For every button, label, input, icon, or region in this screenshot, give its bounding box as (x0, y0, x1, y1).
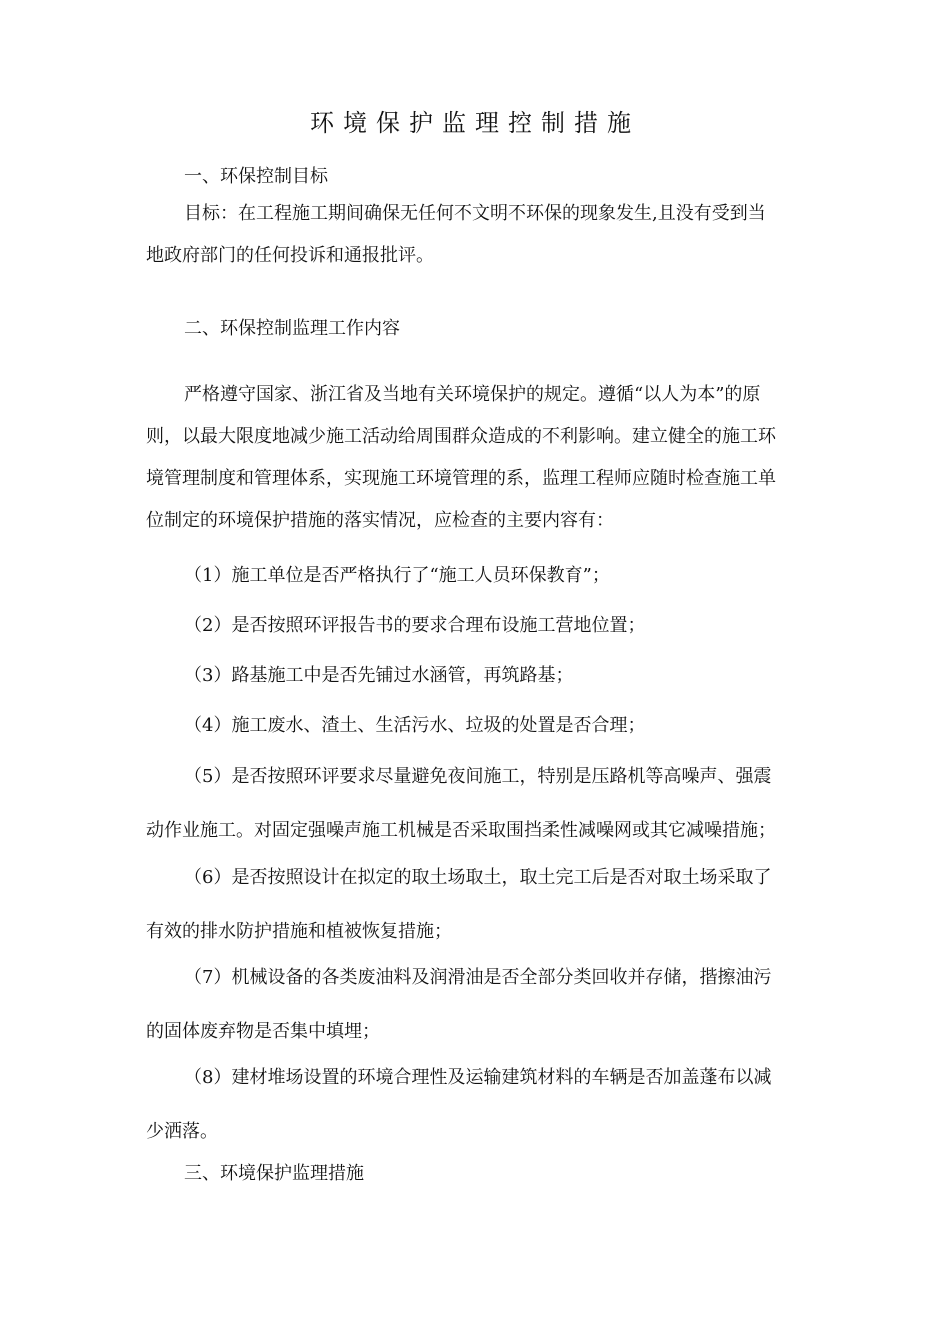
document-title: 环境保护监理控制措施 (310, 109, 640, 137)
item-line: 有效的排水防护措施和植被恢复措施； (146, 921, 452, 942)
check-item-4 (146, 699, 810, 753)
goal-paragraph (146, 193, 810, 277)
paragraph-line: 则，以最大限度地减少施工活动给周围群众造成的不利影响。建立健全的施工环 (146, 426, 776, 447)
check-item-6 (146, 851, 810, 959)
item-line: （6）是否按照设计在拟定的取土场取土，取土完工后是否对取土场采取了 (184, 867, 772, 888)
item-line: （2）是否按照环评报告书的要求合理布设施工营地位置； (184, 615, 646, 636)
check-item-7 (146, 951, 810, 1059)
check-item-3 (146, 649, 810, 703)
check-item-8 (146, 1051, 810, 1159)
paragraph-line: 境管理制度和管理体系，实现施工环境管理的系，监理工程师应随时检查施工单 (146, 468, 776, 489)
check-item-5 (146, 750, 810, 858)
paragraph-line: 地政府部门的任何投诉和通报批评。 (146, 245, 434, 266)
item-line: （7）机械设备的各类废油料及润滑油是否全部分类回收并存储，揩擦油污 (184, 967, 772, 988)
item-line: （8）建材堆场设置的环境合理性及运输建筑材料的车辆是否加盖蓬布以减 (184, 1067, 772, 1088)
item-line: （5）是否按照环评要求尽量避免夜间施工，特别是压路机等高噪声、强震 (184, 766, 772, 787)
check-item-2 (146, 599, 810, 653)
item-line: 的固体废弃物是否集中填埋； (146, 1021, 380, 1042)
check-item-1 (146, 549, 810, 603)
item-line: 少洒落。 (146, 1121, 218, 1142)
item-line: （1）施工单位是否严格执行了“施工人员环保教育”； (184, 565, 610, 586)
paragraph-line: 位制定的环境保护措施的落实情况，应检查的主要内容有： (146, 510, 614, 531)
item-line: （3）路基施工中是否先铺过水涵管，再筑路基； (184, 665, 574, 686)
item-line: 动作业施工。对固定强噪声施工机械是否采取围挡柔性减噪网或其它减噪措施； (146, 820, 776, 841)
item-line: （4）施工废水、渣土、生活污水、垃圾的处置是否合理； (184, 715, 646, 736)
section-heading-measures: 三、环境保护监理措施 (184, 1163, 364, 1184)
section-heading-goal: 一、环保控制目标 (184, 166, 328, 187)
intro-paragraph (146, 374, 810, 542)
paragraph-line: 目标：在工程施工期间确保无任何不文明不环保的现象发生,且没有受到当 (184, 203, 766, 224)
paragraph-line: 严格遵守国家、浙江省及当地有关环境保护的规定。遵循“以人为本”的原 (184, 384, 761, 405)
section-heading-work-content: 二、环保控制监理工作内容 (184, 318, 400, 339)
